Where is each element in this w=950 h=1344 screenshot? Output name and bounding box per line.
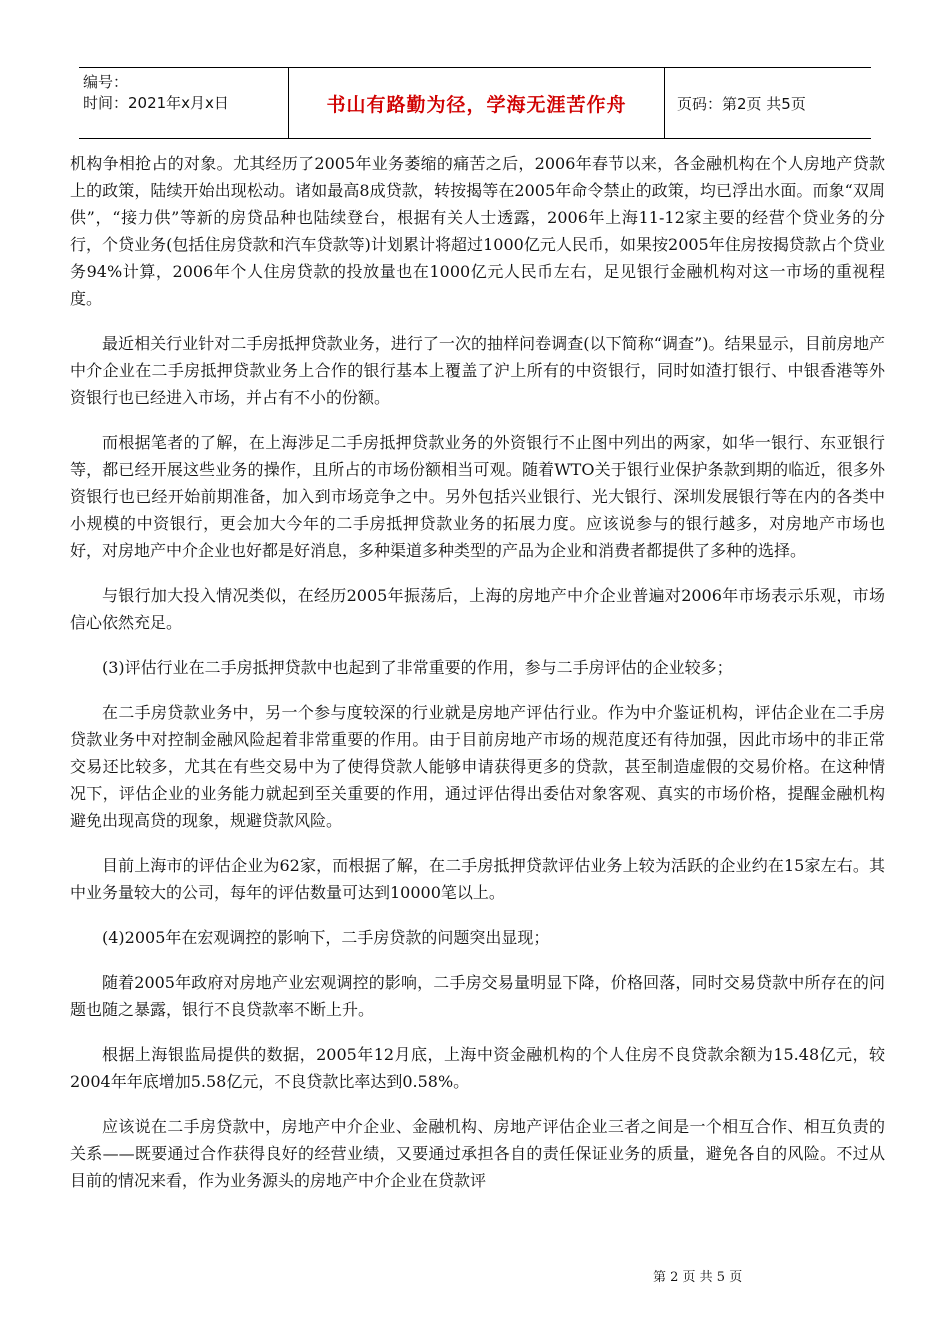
header-motto: 书山有路勤为径，学海无涯苦作舟 — [289, 68, 665, 138]
paragraph: 而根据笔者的了解，在上海涉足二手房抵押贷款业务的外资银行不止图中列出的两家，如华一银行、东亚银行等，都已经开展这些业务的操作，且所占的市场份额相当可观。随着WTO关于银行业保护条款到期的临近，很多外资银行也已经开始前期准备，加入到市场竞争之中。另外包括兴业银行、光大银行、深圳发展银行等在内的各类中小规模的中资银行，更会加大今年的二手房抵押贷款业务的拓展力度。应该说参与的银行越多，对房地产市场也好，对房地产中介企业也好都是好消息，多种渠道多种类型的产品为企业和消费者都提供了多种的选择。 — [70, 433, 885, 560]
document-body — [70, 150, 885, 1212]
paragraph: 随着2005年政府对房地产业宏观调控的影响，二手房交易量明显下降，价格回落，同时交易贷款中所存在的问题也随之暴露，银行不良贷款率不断上升。 — [70, 973, 885, 1019]
page-footer: 第 2 页 共 5 页 — [653, 1270, 743, 1285]
document-number-label: 编号： — [83, 73, 129, 91]
paragraph: 机构争相抢占的对象。尤其经历了2005年业务萎缩的痛苦之后，2006年春节以来，各金融机构在个人房地产贷款上的政策，陆续开始出现松动。诸如最高8成贷款，转按揭等在2005年命令禁止的政策，均已浮出水面。而象“双周供”，“接力供”等新的房贷品种也陆续登台，根据有关人士透露，2006年上海11-12家主要的经营个贷业务的分行，个贷业务(包括住房贷款和汽车贷款等)计划累计将超过1000亿元人民币，如果按2005年住房按揭贷款占个贷业务94%计算，2006年个人住房贷款的投放量也在1000亿元人民币左右，足见银行金融机构对这一市场的重视程度。 — [70, 154, 885, 308]
section-heading: (3)评估行业在二手房抵押贷款中也起到了非常重要的作用，参与二手房评估的企业较多； — [102, 658, 733, 677]
paragraph: 最近相关行业针对二手房抵押贷款业务，进行了一次的抽样问卷调查(以下简称“调查”)。结果显示，目前房地产中介企业在二手房抵押贷款业务上合作的银行基本上覆盖了沪上所有的中资银行，同时如渣打银行、中银香港等外资银行也已经进入市场，并占有不小的份额。 — [70, 334, 885, 407]
paragraph: 目前上海市的评估企业为62家，而根据了解，在二手房抵押贷款评估业务上较为活跃的企业约在15家左右。其中业务量较大的公司，每年的评估数量可达到10000笔以上。 — [70, 856, 885, 902]
header-meta — [79, 68, 289, 138]
document-time-label: 时间：2021年x月x日 — [83, 94, 229, 112]
page-header — [79, 67, 871, 139]
paragraph: 在二手房贷款业务中，另一个参与度较深的行业就是房地产评估行业。作为中介鉴证机构，评估企业在二手房贷款业务中对控制金融风险起着非常重要的作用。由于目前房地产市场的规范度还有待加强，因此市场中的非正常交易还比较多，尤其在有些交易中为了使得贷款人能够申请获得更多的贷款，甚至制造虚假的交易价格。在这种情况下，评估企业的业务能力就起到至关重要的作用，通过评估得出委估对象客观、真实的市场价格，提醒金融机构避免出现高贷的现象，规避贷款风险。 — [70, 703, 885, 830]
header-page-number: 页码：第2页 共5页 — [677, 94, 806, 113]
section-heading: (4)2005年在宏观调控的影响下，二手房贷款的问题突出显现； — [102, 928, 550, 947]
paragraph: 根据上海银监局提供的数据，2005年12月底，上海中资金融机构的个人住房不良贷款余额为15.48亿元，较2004年年底增加5.58亿元，不良贷款比率达到0.58%。 — [70, 1045, 885, 1091]
paragraph: 应该说在二手房贷款中，房地产中介企业、金融机构、房地产评估企业三者之间是一个相互合作、相互负责的关系——既要通过合作获得良好的经营业绩，又要通过承担各自的责任保证业务的质量，避免各自的风险。不过从目前的情况来看，作为业务源头的房地产中介企业在贷款评 — [70, 1117, 885, 1190]
paragraph: 与银行加大投入情况类似，在经历2005年振荡后，上海的房地产中介企业普遍对2006年市场表示乐观，市场信心依然充足。 — [70, 586, 885, 632]
